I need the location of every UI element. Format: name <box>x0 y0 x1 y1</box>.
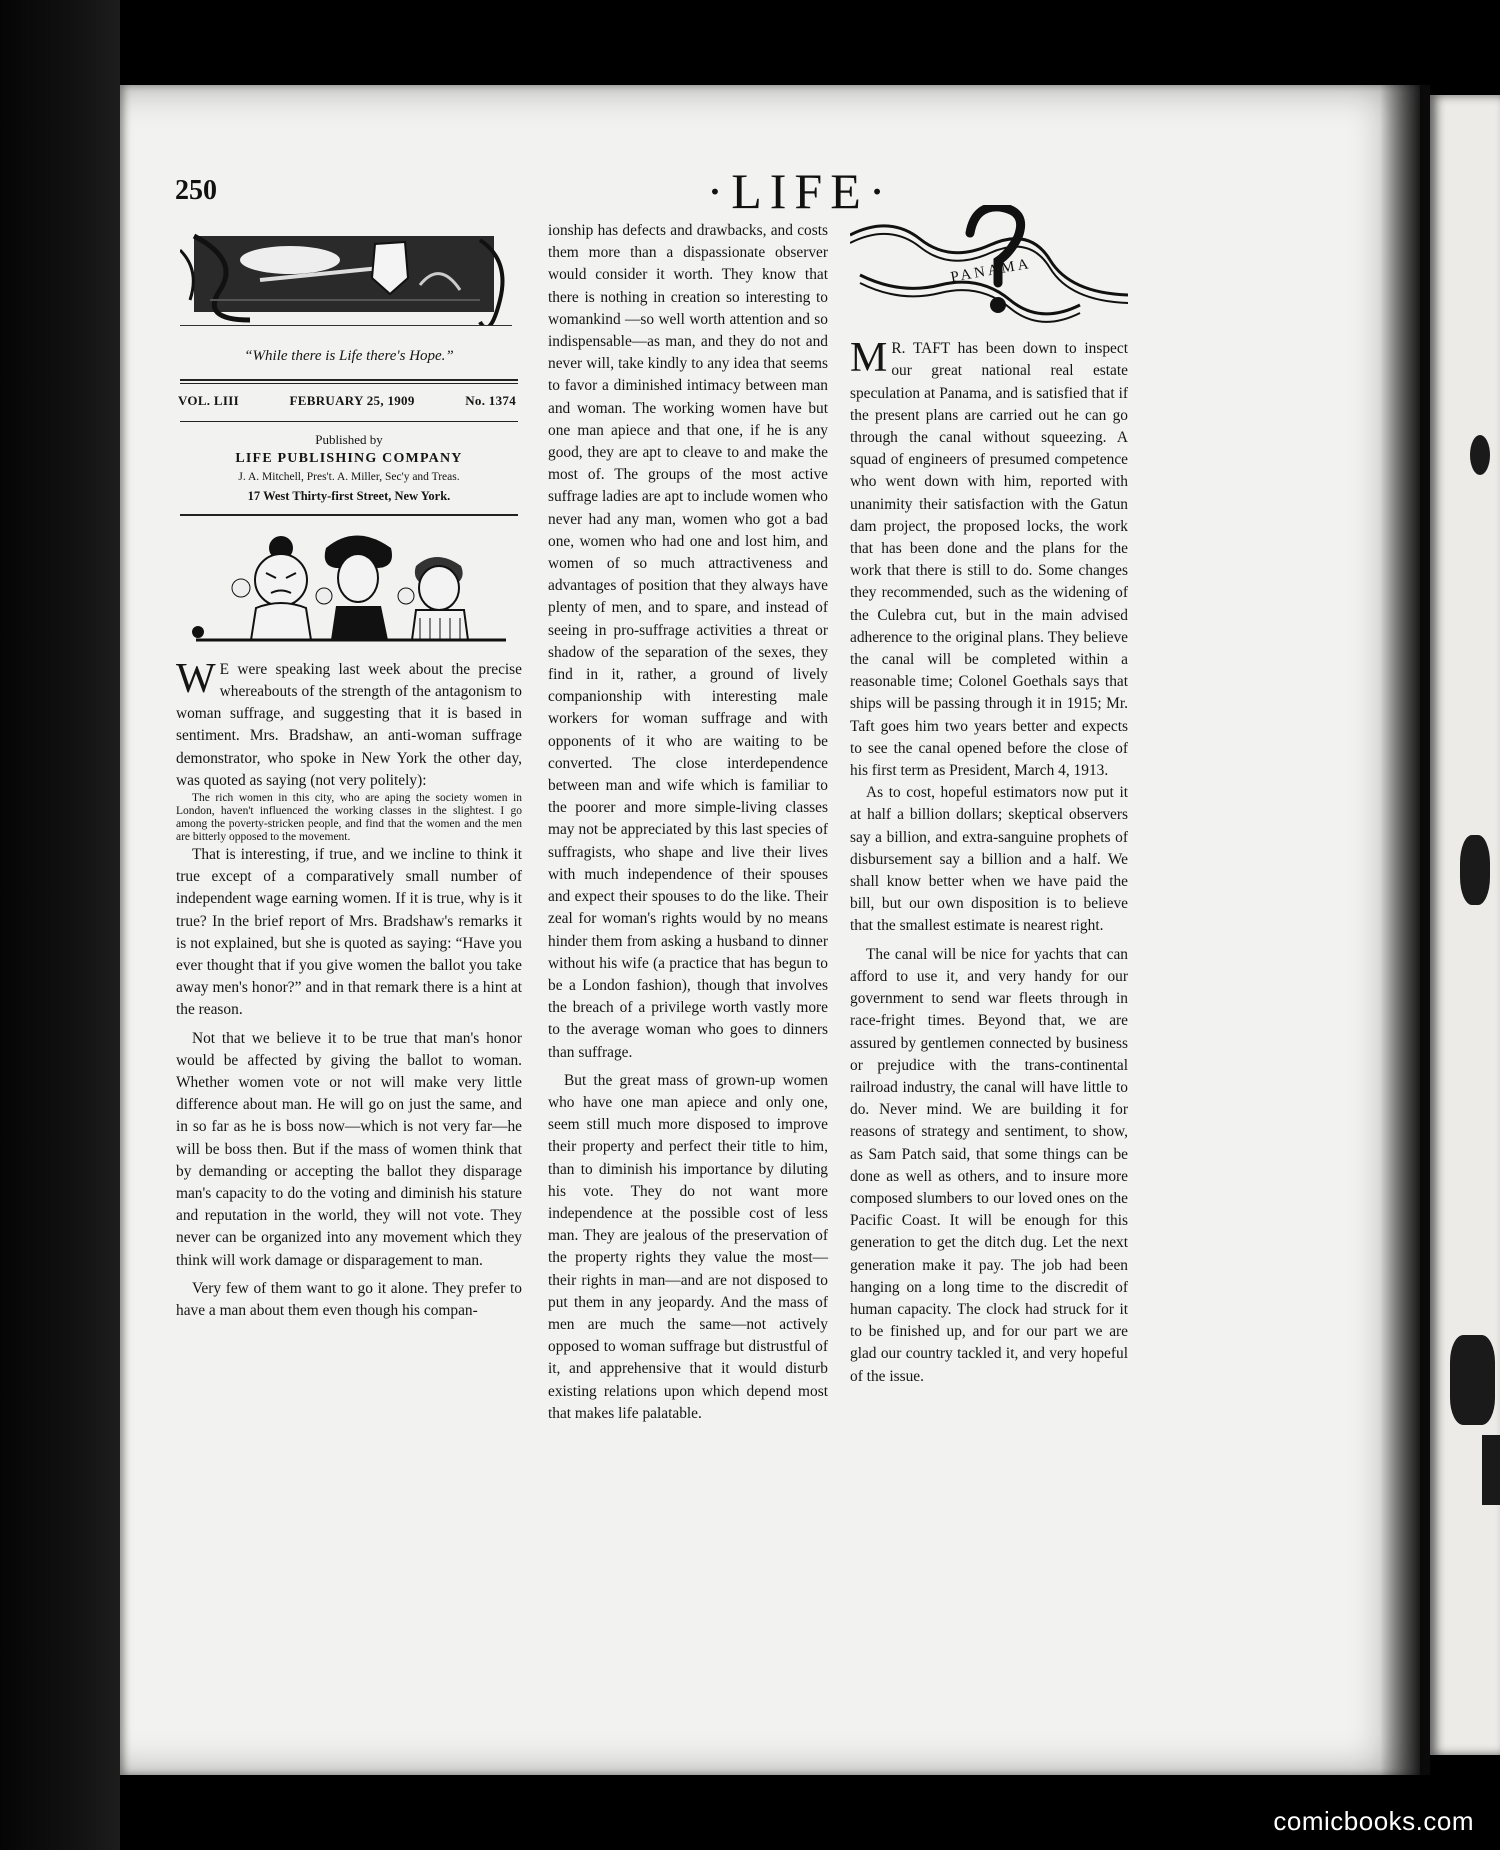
scan-left-margin <box>0 0 120 1850</box>
article-paragraph: M R. TAFT has been down to inspect our great national real estate speculation at Panama, and is satisfied that if the present plans are carried out he can go through the canal without squeezing. A squad of engineers of presumed competence who went down with him, reported with unanimity their satisfaction with the Gatun dam project, the proposed locks, the work that has been done and the plans for the work that there is still to do. Some changes they recommended, such as the widening of the Culebra cut, but in the main advised adherence to the original plans. They believe the canal will be completed within a reasonable time; Colonel Goethals says that ships will be passing through it in 1915; Mr. Taft goes him two years better and expects to see the canal opened before the close of his first term as President, March 4, 1913. <box>850 335 1128 780</box>
drop-cap: M <box>850 335 888 382</box>
article-paragraph: Not that we believe it to be true that man's honor would be affected by giving the ballot to woman. Whether women vote or not will make very little difference about man. He will go on just the same, and in so far as he is boss now—which is not very far—he will be boss then. But if the mass of women think that by demanding or accepting the ballot they disparage man's capacity to do the voting and diminish his stature and reputation in the world, they will not vote. They never can be organized into any movement which they think will work damage or disparagement to man. <box>176 1029 522 1269</box>
column-1 <box>176 230 522 1322</box>
article-paragraph: But the great mass of grown-up women who have one man apiece and only one, seem still much more disposed to improve their property and perfect their title to him, than to diminish his importance by diluting his vote. They do not want more independence at the possible cost of less man. They are jealous of the preservation of the property rights they value the most—their rights in man—and are not disposed to put them in any jeopardy. And the mass of men are much the same—not actively opposed to woman suffrage but distrustful of it, and apprehensive that it would disturb existing relations upon which depend most that makes life palatable. <box>548 1071 828 1422</box>
divider <box>180 379 518 381</box>
publisher-name: LIFE PUBLISHING COMPANY <box>235 450 463 466</box>
life-masthead: ·LIFE· <box>706 163 894 219</box>
volume-number: VOL. LIII <box>178 393 239 409</box>
adjacent-page-edge <box>1430 95 1500 1755</box>
article-paragraph: The canal will be nice for yachts that can afford to use it, and very handy for our government to send war fleets through in race-fright times. Beyond that, we are assured by gentlemen connected by business or prejudice with the trans-continental railroad industry, the canal will have little to do. Never mind. We are building it for reasons of strategy and sentiment, to show, as Sam Patch said, that some things can be done as well as others, and to insure more composed slumbers to our loved ones on the Pacific Coast. It will be enough for this generation to get the ditch dug. Let the next generation make it pay. The job had been hanging on a long time to the discredit of human capacity. The clock had struck for it to be finished up, and for our part we are glad our country tackled it, and very hopeful of the issue. <box>850 945 1128 1385</box>
volume-line <box>176 384 522 418</box>
column-2 <box>548 220 828 1425</box>
page-gutter-shadow <box>1380 85 1430 1775</box>
panama-question-illustration <box>850 205 1128 325</box>
publisher-block <box>176 422 522 514</box>
page-number: 250 <box>175 175 217 206</box>
article-paragraph: That is interesting, if true, and we incline to think it true except of a comparatively small number of independent wage earning women. If it is true, why is it true? In the brief report of Mrs. Bradshaw's remarks it is not explained, but she is quoted as saying: “Have you ever thought that if you give women the ballot you take away men's honor?” and in that remark there is a hint at the reason. <box>176 846 522 1019</box>
suffrage-women-illustration <box>176 528 522 646</box>
article-paragraph: As to cost, hopeful estimators now put it at half a billion dollars; skeptical observers say a billion, and extra-sanguine prophets of disbursement say a billion and a half. We shall know better when we have paid the bill, but our own disposition is to believe that the smallest estimate is nearest right. <box>850 784 1128 935</box>
article-paragraph: ionship has defects and drawbacks, and costs them more than a dispassionate observer would consider it worth. They know that there is nothing in creation so interesting to womankind —so well worth attention and so indispensable—as man, and they do not and never will, take kindly to any idea that seems to favor a diminished intimacy between man and woman. The working women have but one man apiece and that one, if he is any good, they are apt to cleave to and make the most of. The groups of the most active suffrage ladies are apt to include women who never had any man, women who got a bad one, women who had one and lost him, and women of so much attractiveness and advantages of position that they always have plenty of men, and to spare, and instead of seeing in pro-suffrage activities a threat or shadow of the separation of the sexes, they find in it, rather, a ground of lively companionship with interesting male workers for woman suffrage and with opponents of it who are waiting to be converted. The close interdependence between man and wife which is familiar to the poorer and more simple-living classes may not be appreciated by this last species of suffragists, who shape and live their lives with much independence of their spouses and expect their spouses to do the like. Their zeal for woman's rights would by no means hinder them from asking a husband to dinner without his wife (a practice that has begun to be a London fashion), though that involves the breach of a privilege worth vastly more to the average woman who goes to dinners than suffrage. <box>548 222 828 1061</box>
issue-date: FEBRUARY 25, 1909 <box>289 393 415 409</box>
motto: “While there is Life there's Hope.” <box>244 348 454 365</box>
published-by: Published by <box>315 431 383 447</box>
article-paragraph: Very few of them want to go it alone. They prefer to have a man about them even though his compan- <box>176 1279 522 1320</box>
source-watermark: comicbooks.com <box>1273 1806 1474 1836</box>
issue-number: No. 1374 <box>465 393 516 409</box>
panama-label: PANAMA <box>949 255 1033 286</box>
drop-cap: W <box>176 655 216 702</box>
publisher-officers: J. A. Mitchell, Pres't. A. Miller, Sec'y and Treas. <box>238 470 460 483</box>
article-paragraph: W E were speaking last week about the precise whereabouts of the strength of the antagonism to woman suffrage, and suggesting that it is based in sentiment. Mrs. Bradshaw, an anti-woman suffrage demonstrator, who spoke in New York the other day, was quoted as saying (not very politely): <box>176 655 522 789</box>
divider <box>180 514 518 516</box>
masthead-illustration <box>180 230 512 326</box>
column-3 <box>850 205 1128 1388</box>
publisher-address: 17 West Thirty-first Street, New York. <box>247 488 451 503</box>
quoted-statement: The rich women in this city, who are aping the society women in London, haven't influenced the working classes in the slightest. I go among the poverty-stricken people, and find that the women and the men are bitterly opposed to the movement. <box>176 792 522 844</box>
